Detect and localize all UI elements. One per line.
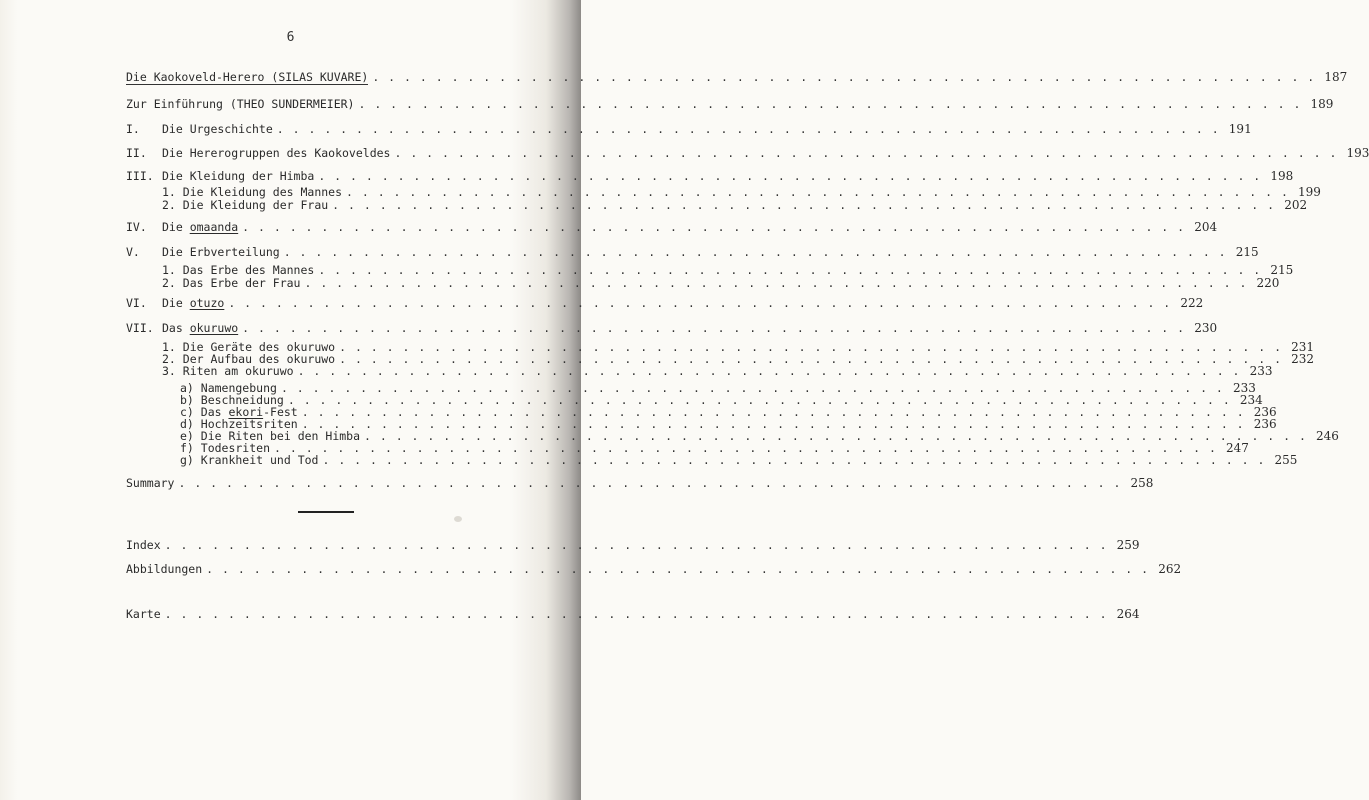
dot-leader: . . . . . . . . . . . . . . . . . . . . . . . . . . . . . . . . . . . . . . . . . . . . . . . . . . . . . . . . . . . .: [228, 296, 1172, 310]
toc-page-ref: 255: [1274, 453, 1298, 467]
chapter-number: II.: [126, 146, 147, 160]
toc-page-ref: 231: [1291, 340, 1315, 354]
dot-leader: . . . . . . . . . . . . . . . . . . . . . . . . . . . . . . . . . . . . . . . . . . . . . . . . . . . . . . . . . . . .: [364, 429, 1307, 443]
toc-label: 1. Die Geräte des okuruwo: [162, 340, 336, 354]
toc-page-ref: 236: [1253, 417, 1277, 431]
dot-leader: . . . . . . . . . . . . . . . . . . . . . . . . . . . . . . . . . . . . . . . . . . . . . . . . . . . . . . . . . . . .: [242, 321, 1186, 335]
toc-label: g) Krankheit und Tod: [180, 453, 319, 467]
toc-label-prefix: c) Das: [180, 405, 229, 419]
toc-label: Die Kleidung der Himba: [162, 169, 315, 183]
toc-subentry: [162, 185, 1321, 199]
toc-page-ref: 191: [1228, 122, 1252, 136]
toc-page-ref: 258: [1130, 476, 1154, 490]
dot-leader: . . . . . . . . . . . . . . . . . . . . . . . . . . . . . . . . . . . . . . . . . . . . . . . . . . . . . . . . . . . .: [178, 476, 1122, 490]
toc-page-ref: 262: [1158, 562, 1182, 576]
dot-leader: . . . . . . . . . . . . . . . . . . . . . . . . . . . . . . . . . . . . . . . . . . . . . . . . . . . . . . . . . . . .: [287, 393, 1231, 407]
toc-page-ref: 233: [1249, 364, 1273, 378]
toc-label: a) Namengebung: [180, 381, 277, 395]
toc-page-ref: 202: [1284, 198, 1308, 212]
toc-entry-chapter-3: [126, 169, 1294, 183]
dot-leader: . . . . . . . . . . . . . . . . . . . . . . . . . . . . . . . . . . . . . . . . . . . . . . . . . . . . . . . . . . . .: [301, 417, 1245, 431]
chapter-number: VI.: [126, 296, 147, 310]
toc-page-ref: 198: [1270, 169, 1294, 183]
toc-page-ref: 230: [1194, 321, 1218, 335]
toc-entry-karte: [126, 607, 1140, 621]
toc-label: Abbildungen: [126, 562, 203, 576]
dot-leader: . . . . . . . . . . . . . . . . . . . . . . . . . . . . . . . . . . . . . . . . . . . . . . . . . . . . . . . . . . . .: [297, 364, 1241, 378]
toc-entry-index: [126, 538, 1140, 552]
toc-label: Die Kaokoveld-Herero (SILAS KUVARE): [126, 70, 369, 84]
toc-page-ref: 233: [1232, 381, 1256, 395]
toc-entry-chapter-2: [126, 146, 1369, 160]
section-divider: [298, 511, 354, 513]
toc-entry-kaokoveld-herero: [126, 70, 1348, 85]
dot-leader: . . . . . . . . . . . . . . . . . . . . . . . . . . . . . . . . . . . . . . . . . . . . . . . . . . . . . . . . . . . .: [280, 381, 1224, 395]
toc-page-ref: 204: [1194, 220, 1218, 234]
toc-entry-summary: [126, 476, 1154, 490]
chapter-number: IV.: [126, 220, 147, 234]
chapter-number: I.: [126, 122, 140, 136]
page-number: 6: [286, 30, 295, 45]
toc-label: 3. Riten am okuruwo: [162, 364, 294, 378]
toc-label: 2. Das Erbe der Frau: [162, 276, 301, 290]
toc-subentry: [162, 198, 1308, 212]
toc-label: Die Erbverteilung: [162, 245, 280, 259]
toc-label: Die Hererogruppen des Kaokoveldes: [162, 146, 391, 160]
dot-leader: . . . . . . . . . . . . . . . . . . . . . . . . . . . . . . . . . . . . . . . . . . . . . . . . . . . . . . . . . . . .: [358, 97, 1302, 111]
toc-page-ref: 199: [1298, 185, 1321, 199]
toc-label-prefix: Die: [162, 220, 190, 234]
toc-label: e) Die Riten bei den Himba: [180, 429, 361, 443]
chapter-number: V.: [126, 245, 140, 259]
toc-entry-chapter-1: [126, 122, 1252, 136]
toc-page-ref: 215: [1235, 245, 1259, 259]
dot-leader: . . . . . . . . . . . . . . . . . . . . . . . . . . . . . . . . . . . . . . . . . . . . . . . . . . . . . . . . . . . .: [242, 220, 1186, 234]
toc-subsubentry: [180, 453, 1298, 467]
toc-label: Summary: [126, 476, 175, 490]
toc-page-ref: 259: [1116, 538, 1140, 552]
toc-label: 1. Die Kleidung des Mannes: [162, 185, 343, 199]
toc-subentry: [162, 263, 1294, 277]
toc-label-prefix: Das: [162, 321, 190, 335]
dot-leader: . . . . . . . . . . . . . . . . . . . . . . . . . . . . . . . . . . . . . . . . . . . . . . . . . . . . . . . . . . . .: [372, 70, 1316, 84]
toc-label: b) Beschneidung: [180, 393, 284, 407]
chapter-number: VII.: [126, 321, 154, 335]
toc-entry-einfuehrung: [126, 97, 1334, 111]
toc-label-term: otuzo: [189, 296, 225, 310]
toc-label-suffix: -Fest: [263, 405, 298, 419]
dot-leader: . . . . . . . . . . . . . . . . . . . . . . . . . . . . . . . . . . . . . . . . . . . . . . . . . . . . . . . . . . . .: [304, 276, 1248, 290]
toc-entry-abbildungen: [126, 562, 1182, 576]
dot-leader: . . . . . . . . . . . . . . . . . . . . . . . . . . . . . . . . . . . . . . . . . . . . . . . . . . . . . . . . . . . .: [164, 538, 1108, 552]
dot-leader: . . . . . . . . . . . . . . . . . . . . . . . . . . . . . . . . . . . . . . . . . . . . . . . . . . . . . . . . . . . .: [276, 122, 1220, 136]
toc-page-ref: 234: [1239, 393, 1263, 407]
toc-label-term: ekori: [228, 405, 264, 419]
toc-page-ref: 220: [1256, 276, 1280, 290]
dot-leader: . . . . . . . . . . . . . . . . . . . . . . . . . . . . . . . . . . . . . . . . . . . . . . . . . . . . . . . . . . . .: [332, 198, 1276, 212]
toc-label: 1. Das Erbe des Mannes: [162, 263, 315, 277]
toc-label: f) Todesriten: [180, 441, 271, 455]
toc-page-ref: 189: [1310, 97, 1334, 111]
toc-label-term: omaanda: [189, 220, 239, 234]
dot-leader: . . . . . . . . . . . . . . . . . . . . . . . . . . . . . . . . . . . . . . . . . . . . . . . . . . . . . . . . . . . .: [283, 245, 1227, 259]
toc-subentry: [162, 364, 1273, 378]
toc-label: d) Hochzeitsriten: [180, 417, 298, 431]
toc-label: 2. Der Aufbau des okuruwo: [162, 352, 336, 366]
toc-page-ref: 236: [1253, 405, 1277, 419]
toc-page-ref: 193: [1346, 146, 1369, 160]
toc-entry-chapter-6: [126, 296, 1204, 310]
dot-leader: . . . . . . . . . . . . . . . . . . . . . . . . . . . . . . . . . . . . . . . . . . . . . . . . . . . . . . . . . . . .: [164, 607, 1108, 621]
toc-label-term: okuruwo: [189, 321, 239, 335]
chapter-number: III.: [126, 169, 154, 183]
toc-page-ref: 264: [1116, 607, 1140, 621]
toc-label-prefix: Die: [162, 296, 190, 310]
dot-leader: . . . . . . . . . . . . . . . . . . . . . . . . . . . . . . . . . . . . . . . . . . . . . . . . . . . . . . . . . . . .: [318, 169, 1262, 183]
toc-label: 2. Die Kleidung der Frau: [162, 198, 329, 212]
toc-page-ref: 187: [1324, 70, 1348, 84]
toc-label: Die Urgeschichte: [162, 122, 273, 136]
toc-entry-chapter-7: [126, 321, 1218, 335]
dot-leader: . . . . . . . . . . . . . . . . . . . . . . . . . . . . . . . . . . . . . . . . . . . . . . . . . . . . . . . . . . . .: [322, 453, 1266, 467]
toc-label: Karte: [126, 607, 161, 621]
toc-label: Zur Einführung (THEO SUNDERMEIER): [126, 97, 355, 111]
toc-page-ref: 246: [1316, 429, 1339, 443]
toc-page-ref: 222: [1180, 296, 1204, 310]
dot-leader: . . . . . . . . . . . . . . . . . . . . . . . . . . . . . . . . . . . . . . . . . . . . . . . . . . . . . . . . . . . .: [346, 185, 1289, 199]
toc-entry-chapter-5: [126, 245, 1259, 259]
dot-leader: . . . . . . . . . . . . . . . . . . . . . . . . . . . . . . . . . . . . . . . . . . . . . . . . . . . . . . . . . . . .: [318, 263, 1262, 277]
toc-page-ref: 215: [1270, 263, 1294, 277]
toc-subentry: [162, 276, 1280, 290]
paper-smudge: [454, 516, 462, 522]
toc-page-ref: 232: [1291, 352, 1315, 366]
toc-label: Index: [126, 538, 161, 552]
dot-leader: . . . . . . . . . . . . . . . . . . . . . . . . . . . . . . . . . . . . . . . . . . . . . . . . . . . . . . . . . . . .: [339, 340, 1283, 354]
toc-page-ref: 247: [1226, 441, 1249, 455]
dot-leader: . . . . . . . . . . . . . . . . . . . . . . . . . . . . . . . . . . . . . . . . . . . . . . . . . . . . . . . . . . . .: [301, 405, 1245, 419]
dot-leader: . . . . . . . . . . . . . . . . . . . . . . . . . . . . . . . . . . . . . . . . . . . . . . . . . . . . . . . . . . . .: [339, 352, 1283, 366]
toc-entry-chapter-4: [126, 220, 1218, 234]
dot-leader: . . . . . . . . . . . . . . . . . . . . . . . . . . . . . . . . . . . . . . . . . . . . . . . . . . . . . . . . . . . .: [274, 441, 1217, 455]
dot-leader: . . . . . . . . . . . . . . . . . . . . . . . . . . . . . . . . . . . . . . . . . . . . . . . . . . . . . . . . . . . .: [394, 146, 1338, 160]
dot-leader: . . . . . . . . . . . . . . . . . . . . . . . . . . . . . . . . . . . . . . . . . . . . . . . . . . . . . . . . . . . .: [206, 562, 1150, 576]
